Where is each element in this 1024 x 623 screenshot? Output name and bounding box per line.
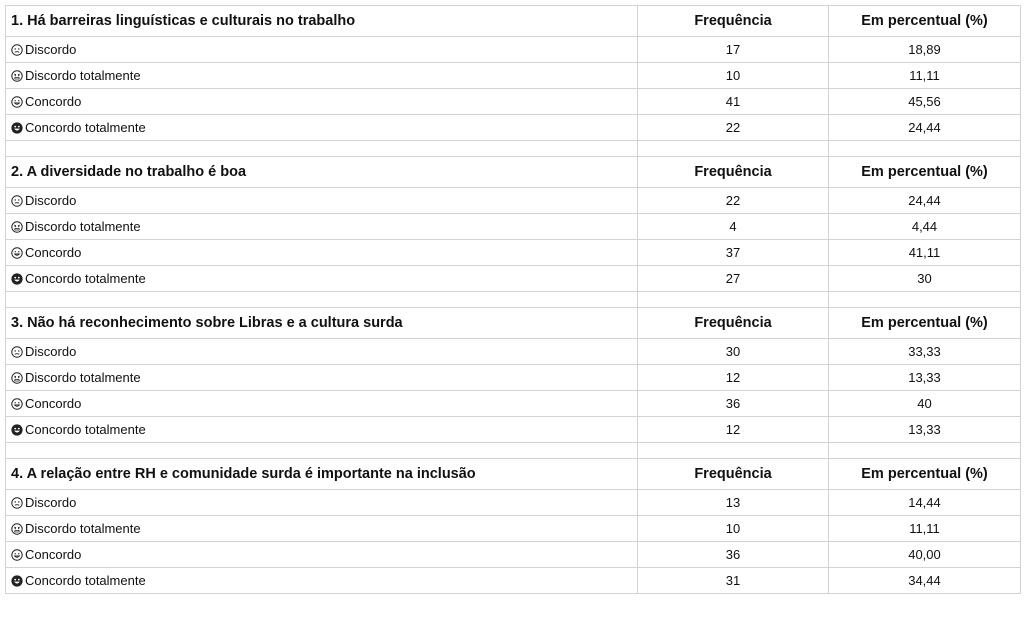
percent-value: 13,33	[829, 417, 1021, 443]
neutral-face-icon	[11, 497, 23, 509]
question-title: 2. A diversidade no trabalho é boa	[6, 157, 638, 188]
frequency-value: 17	[638, 37, 829, 63]
answer-cell	[6, 542, 638, 568]
big-smile-face-icon	[11, 424, 23, 436]
percent-column-header: Em percentual (%)	[829, 459, 1021, 490]
percent-value: 11,11	[829, 63, 1021, 89]
percent-value: 13,33	[829, 365, 1021, 391]
frequency-value: 10	[638, 516, 829, 542]
frequency-value: 12	[638, 365, 829, 391]
answer-cell	[6, 89, 638, 115]
table-row	[6, 365, 1021, 391]
smiling-face-icon	[11, 549, 23, 561]
percent-value: 40	[829, 391, 1021, 417]
frequency-value: 37	[638, 240, 829, 266]
section-header-row	[6, 308, 1021, 339]
question-title: 4. A relação entre RH e comunidade surda é importante na inclusão	[6, 459, 638, 490]
frequency-column-header: Frequência	[638, 157, 829, 188]
section-header-row	[6, 157, 1021, 188]
table-row	[6, 339, 1021, 365]
answer-cell	[6, 240, 638, 266]
answer-label: Concordo	[25, 547, 82, 562]
answer-label: Concordo totalmente	[25, 422, 146, 437]
answer-label: Discordo	[25, 344, 77, 359]
answer-cell	[6, 365, 638, 391]
neutral-face-icon	[11, 346, 23, 358]
answer-cell	[6, 266, 638, 292]
answer-label: Concordo	[25, 245, 82, 260]
percent-value: 40,00	[829, 542, 1021, 568]
table-row	[6, 37, 1021, 63]
frequency-column-header: Frequência	[638, 308, 829, 339]
answer-cell	[6, 188, 638, 214]
percent-column-header: Em percentual (%)	[829, 308, 1021, 339]
table-row	[6, 240, 1021, 266]
frequency-value: 36	[638, 542, 829, 568]
smiling-face-icon	[11, 398, 23, 410]
answer-cell	[6, 490, 638, 516]
percent-value: 24,44	[829, 188, 1021, 214]
frequency-value: 10	[638, 63, 829, 89]
neutral-face-icon	[11, 195, 23, 207]
question-title: 3. Não há reconhecimento sobre Libras e a cultura surda	[6, 308, 638, 339]
section-spacer	[6, 292, 1021, 308]
answer-label: Discordo	[25, 495, 77, 510]
answer-label: Concordo totalmente	[25, 573, 146, 588]
table-row	[6, 115, 1021, 141]
percent-value: 45,56	[829, 89, 1021, 115]
table-row	[6, 214, 1021, 240]
angry-face-icon	[11, 372, 23, 384]
table-row	[6, 63, 1021, 89]
table-row	[6, 490, 1021, 516]
answer-cell	[6, 37, 638, 63]
frequency-value: 30	[638, 339, 829, 365]
answer-label: Discordo totalmente	[25, 521, 141, 536]
smiling-face-icon	[11, 96, 23, 108]
survey-results-table	[5, 5, 1021, 594]
answer-label: Concordo totalmente	[25, 271, 146, 286]
frequency-value: 4	[638, 214, 829, 240]
frequency-column-header: Frequência	[638, 459, 829, 490]
answer-label: Discordo totalmente	[25, 68, 141, 83]
answer-cell	[6, 391, 638, 417]
section-spacer	[6, 141, 1021, 157]
table-row	[6, 568, 1021, 594]
percent-value: 18,89	[829, 37, 1021, 63]
answer-label: Concordo	[25, 396, 82, 411]
table-row	[6, 542, 1021, 568]
table-row	[6, 516, 1021, 542]
percent-value: 30	[829, 266, 1021, 292]
frequency-value: 12	[638, 417, 829, 443]
answer-label: Concordo totalmente	[25, 120, 146, 135]
frequency-column-header: Frequência	[638, 6, 829, 37]
percent-value: 24,44	[829, 115, 1021, 141]
section-header-row	[6, 459, 1021, 490]
answer-cell	[6, 214, 638, 240]
answer-cell	[6, 417, 638, 443]
answer-cell	[6, 115, 638, 141]
percent-value: 34,44	[829, 568, 1021, 594]
section-spacer	[6, 443, 1021, 459]
percent-value: 4,44	[829, 214, 1021, 240]
big-smile-face-icon	[11, 575, 23, 587]
big-smile-face-icon	[11, 122, 23, 134]
angry-face-icon	[11, 221, 23, 233]
answer-label: Discordo	[25, 193, 77, 208]
percent-value: 14,44	[829, 490, 1021, 516]
table-body	[6, 6, 1021, 594]
frequency-value: 13	[638, 490, 829, 516]
percent-column-header: Em percentual (%)	[829, 6, 1021, 37]
table-row	[6, 89, 1021, 115]
question-title: 1. Há barreiras linguísticas e culturais no trabalho	[6, 6, 638, 37]
angry-face-icon	[11, 523, 23, 535]
percent-value: 11,11	[829, 516, 1021, 542]
frequency-value: 27	[638, 266, 829, 292]
frequency-value: 22	[638, 115, 829, 141]
frequency-value: 22	[638, 188, 829, 214]
answer-label: Discordo totalmente	[25, 219, 141, 234]
percent-value: 41,11	[829, 240, 1021, 266]
percent-value: 33,33	[829, 339, 1021, 365]
table-row	[6, 188, 1021, 214]
smiling-face-icon	[11, 247, 23, 259]
angry-face-icon	[11, 70, 23, 82]
frequency-value: 36	[638, 391, 829, 417]
answer-label: Discordo	[25, 42, 77, 57]
frequency-value: 41	[638, 89, 829, 115]
big-smile-face-icon	[11, 273, 23, 285]
frequency-value: 31	[638, 568, 829, 594]
answer-label: Concordo	[25, 94, 82, 109]
table-row	[6, 417, 1021, 443]
table-row	[6, 391, 1021, 417]
answer-cell	[6, 339, 638, 365]
neutral-face-icon	[11, 44, 23, 56]
answer-cell	[6, 568, 638, 594]
table-row	[6, 266, 1021, 292]
answer-cell	[6, 63, 638, 89]
section-header-row	[6, 6, 1021, 37]
percent-column-header: Em percentual (%)	[829, 157, 1021, 188]
answer-cell	[6, 516, 638, 542]
answer-label: Discordo totalmente	[25, 370, 141, 385]
